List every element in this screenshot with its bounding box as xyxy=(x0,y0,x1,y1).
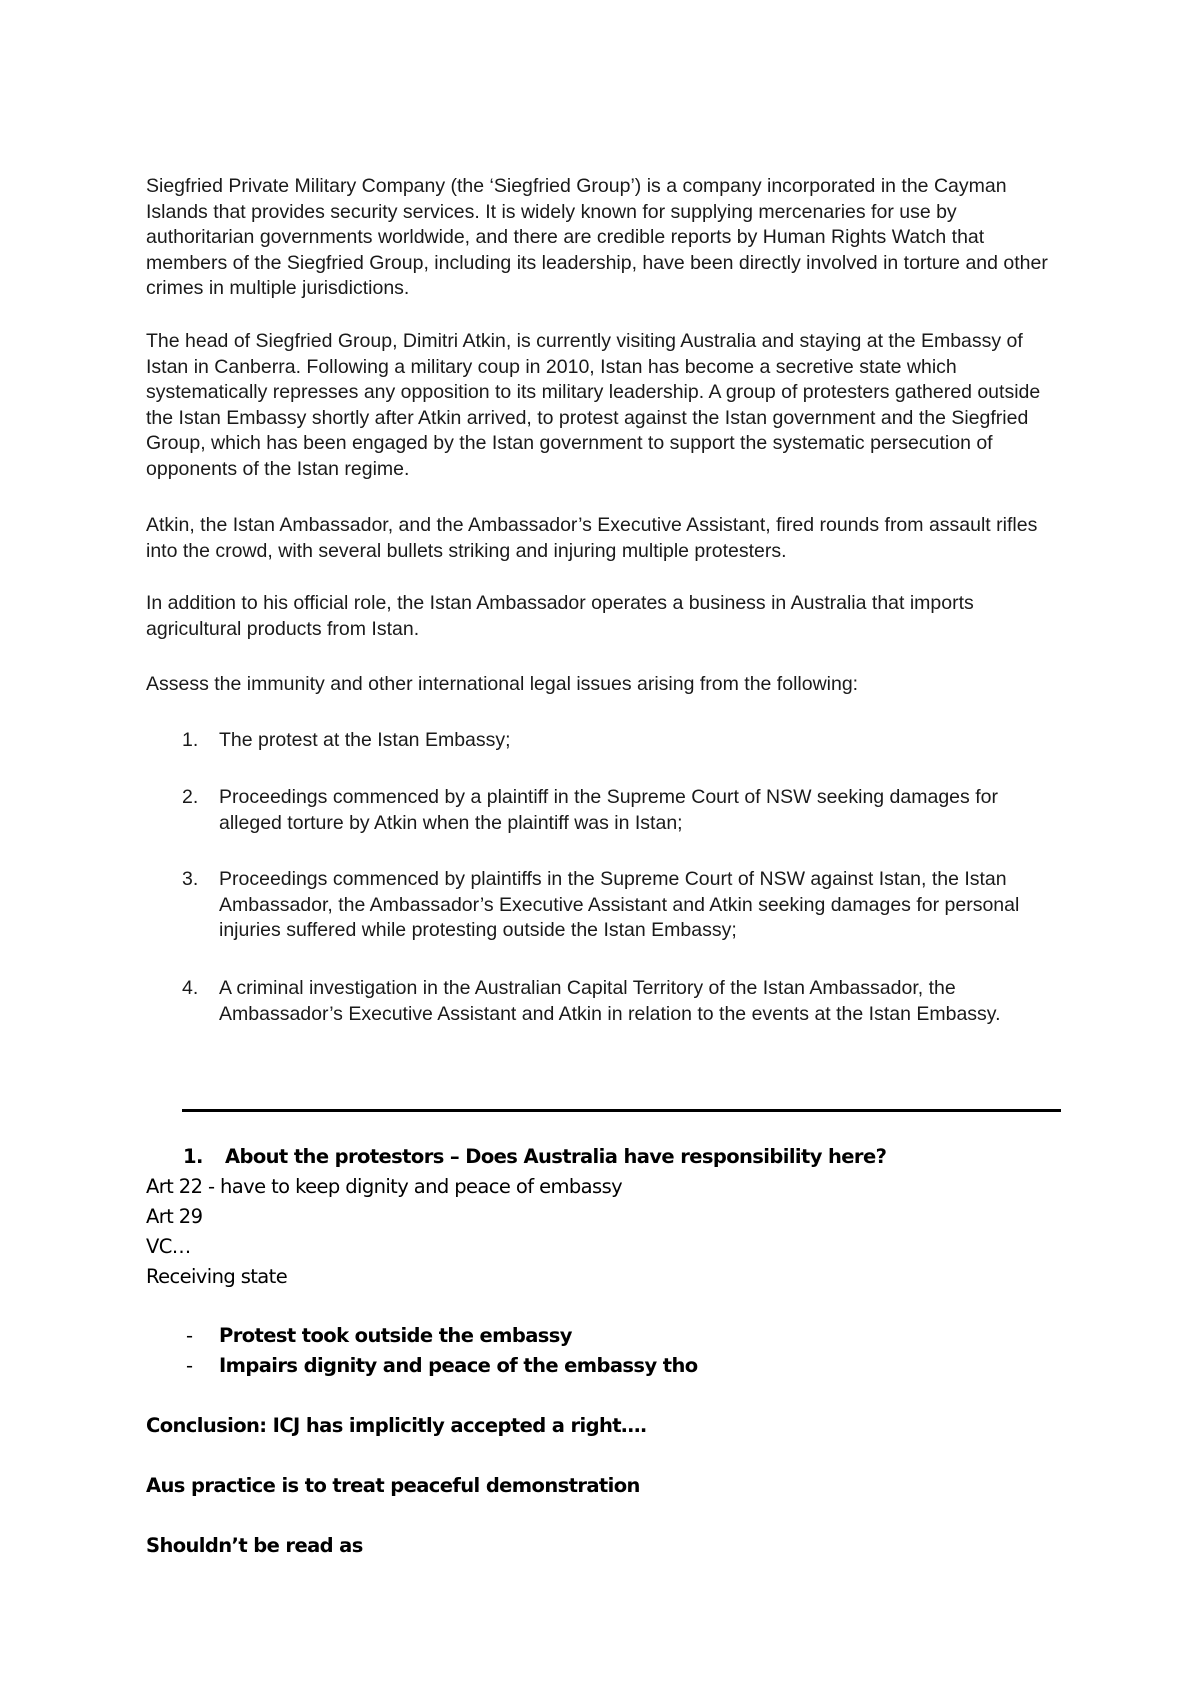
bullet-marker: - xyxy=(186,1324,193,1347)
note-conclusion: Conclusion: ICJ has implicitly accepted a right…. xyxy=(146,1414,647,1437)
question-number: 1. xyxy=(182,729,199,751)
question-number: 4. xyxy=(182,977,199,999)
intro-paragraph-2: The head of Siegfried Group, Dimitri Atkin, is currently visiting Australia and staying at the Embassy of Istan in Canberra. Following a military coup in 2010, Istan has become a secretive state which systematically represses any opposition to its military leadership. A group of protesters gathered outside the Istan Embassy shortly after Atkin arrived, to protest against the Istan government and the Siegfried Group, which has been engaged by the Istan government to support the systematic persecution of opponents of the Istan regime. xyxy=(146,330,1041,480)
bullet-marker: - xyxy=(186,1354,193,1377)
note-receiving-state: Receiving state xyxy=(146,1265,288,1288)
intro-paragraph-1: Siegfried Private Military Company (the ‘Siegfried Group’) is a company incorporated in the Cayman Islands that provides security services. It is widely known for supplying mercenaries for use by authoritarian governments worldwide, and there are credible reports by Human Rights Watch that members of the Siegfried Group, including its leadership, have been directly involved in torture and other crimes in multiple jurisdictions. xyxy=(146,175,1048,299)
question-text: The protest at the Istan Embassy; xyxy=(219,729,511,751)
note-aus-practice: Aus practice is to treat peaceful demonstration xyxy=(146,1474,640,1497)
note-art-29: Art 29 xyxy=(146,1205,203,1228)
note-art-22: Art 22 - have to keep dignity and peace of embassy xyxy=(146,1175,623,1198)
horizontal-divider xyxy=(182,1109,1061,1112)
note-bullet-1: Protest took outside the embassy xyxy=(219,1324,572,1347)
notes-heading-number: 1. xyxy=(183,1145,203,1168)
notes-heading: About the protestors – Does Australia have responsibility here? xyxy=(225,1145,887,1168)
question-number: 3. xyxy=(182,868,199,890)
note-vc: VC… xyxy=(146,1235,191,1258)
intro-paragraph-4: In addition to his official role, the Istan Ambassador operates a business in Australia that imports agricultural products from Istan. xyxy=(146,592,974,640)
question-text: A criminal investigation in the Australian Capital Territory of the Istan Ambassador, the Ambassador’s Executive Assistant and Atkin in relation to the events at the Istan Embassy. xyxy=(219,977,1001,1025)
note-shouldnt: Shouldn’t be read as xyxy=(146,1534,363,1557)
instruction-paragraph: Assess the immunity and other international legal issues arising from the following: xyxy=(146,673,859,695)
note-bullet-2: Impairs dignity and peace of the embassy tho xyxy=(219,1354,698,1377)
question-number: 2. xyxy=(182,786,199,808)
question-text: Proceedings commenced by plaintiffs in the Supreme Court of NSW against Istan, the Istan Ambassador, the Ambassador’s Executive Assistant and Atkin seeking damages for personal injuries suffered while protesting outside the Istan Embassy; xyxy=(219,868,1020,941)
question-text: Proceedings commenced by a plaintiff in the Supreme Court of NSW seeking damages for alleged torture by Atkin when the plaintiff was in Istan; xyxy=(219,786,998,834)
intro-paragraph-3: Atkin, the Istan Ambassador, and the Ambassador’s Executive Assistant, fired rounds from assault rifles into the crowd, with several bullets striking and injuring multiple protesters. xyxy=(146,514,1038,562)
